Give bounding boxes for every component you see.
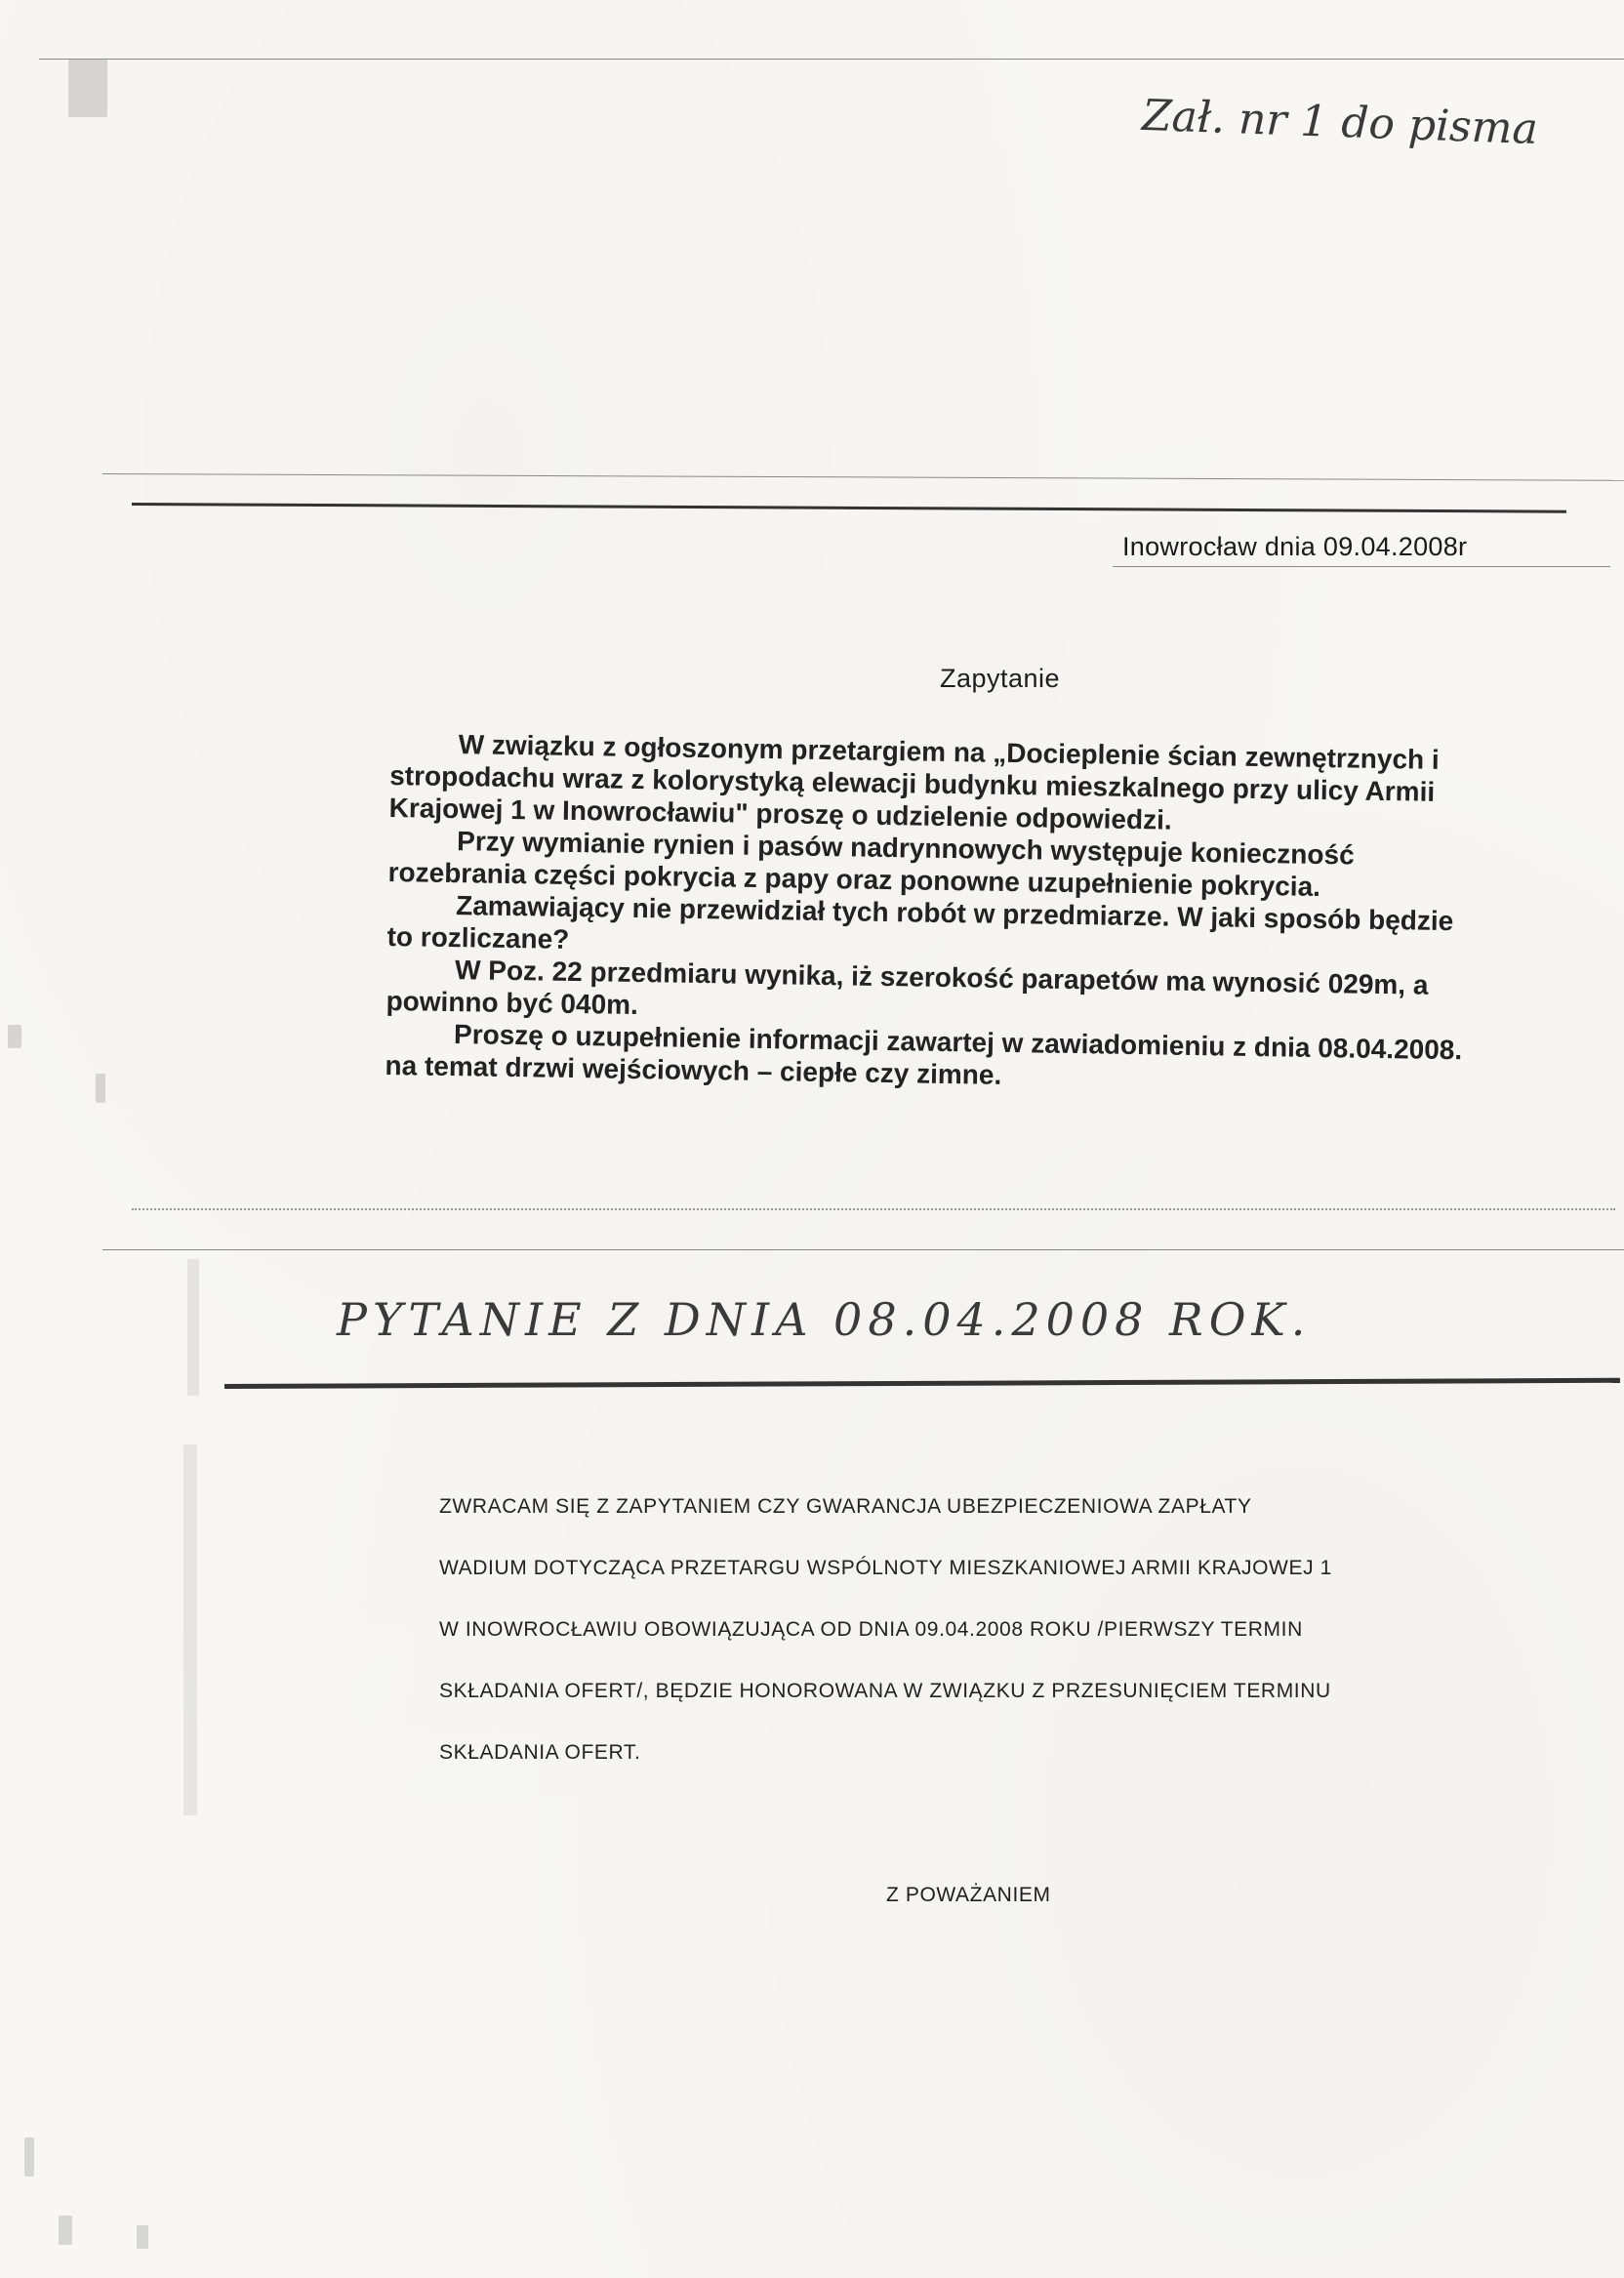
body-paragraph: W związku z ogłoszonym przetargiem na „Docieplenie ścian zewnętrznych i stropodachu wraz z kolorystyką elewacji budynku mieszkalnego przy ulicy Armii Krajowej 1 w Inowrocławiu" proszę o udzielenie odpowiedzi. <box>388 729 1440 835</box>
fax-separator-line <box>132 1208 1615 1210</box>
body-paragraph: Przy wymianie rynien i pasów nadrynnowych występuje konieczność rozebrania części pokrycia z papy oraz ponowne uzupełnienie pokrycia. <box>387 826 1355 902</box>
fax-separator-line <box>132 503 1566 513</box>
closing-regards: Z POWAŻANIEM <box>886 1884 1051 1906</box>
scan-noise <box>68 59 107 117</box>
question-line: SKŁADANIA OFERT/, BĘDZIE HONOROWANA W ZWIĄZKU Z PRZESUNIĘCIEM TERMINU <box>439 1680 1331 1702</box>
body-paragraph: Proszę o uzupełnienie informacji zawartej w zawiadomieniu z dnia 08.04.2008. na temat drzwi wejściowych – ciepłe czy zimne. <box>385 1019 1463 1090</box>
question-line: WADIUM DOTYCZĄCA PRZETARGU WSPÓLNOTY MIESZKANIOWEJ ARMII KRAJOWEJ 1 <box>439 1557 1332 1579</box>
scan-noise <box>137 2225 148 2249</box>
scan-noise <box>183 1444 197 1815</box>
question-line: SKŁADANIA OFERT. <box>439 1741 641 1764</box>
second-question <box>439 1476 1532 1783</box>
body-paragraph: W Poz. 22 przedmiaru wynika, iż szerokość parapetów ma wynosić 029m, a powinno być 040m. <box>386 955 1429 1021</box>
top-border-line <box>39 59 1624 60</box>
body-paragraph: Zamawiający nie przewidział tych robót w przedmiarze. W jaki sposób będzie to rozliczane? <box>386 890 1454 955</box>
fax-separator-line <box>102 473 1624 481</box>
scan-noise <box>24 2137 34 2176</box>
question-line: ZWRACAM SIĘ Z ZAPYTANIEM CZY GWARANCJA UBEZPIECZENIOWA ZAPŁATY <box>439 1495 1252 1518</box>
place-and-date: Inowrocław dnia 09.04.2008r <box>1122 532 1468 561</box>
letter-title: Zapytanie <box>940 664 1061 693</box>
date-underline <box>1113 566 1610 567</box>
scan-noise <box>187 1259 199 1396</box>
fax-separator-line <box>102 1249 1624 1250</box>
scan-noise <box>59 2216 72 2245</box>
question-line: W INOWROCŁAWIU OBOWIĄZUJĄCA OD DNIA 09.04.2008 ROKU /PIERWSZY TERMIN <box>439 1618 1303 1641</box>
letter-body <box>385 727 1483 1099</box>
scan-noise <box>96 1074 105 1103</box>
heading-separator-line <box>224 1378 1620 1389</box>
scan-noise <box>8 1025 21 1048</box>
handwritten-heading: PYTANIE Z DNIA 08.04.2008 ROK. <box>337 1293 1312 1346</box>
handwritten-annotation: Zał. nr 1 do pisma <box>1141 90 1539 155</box>
